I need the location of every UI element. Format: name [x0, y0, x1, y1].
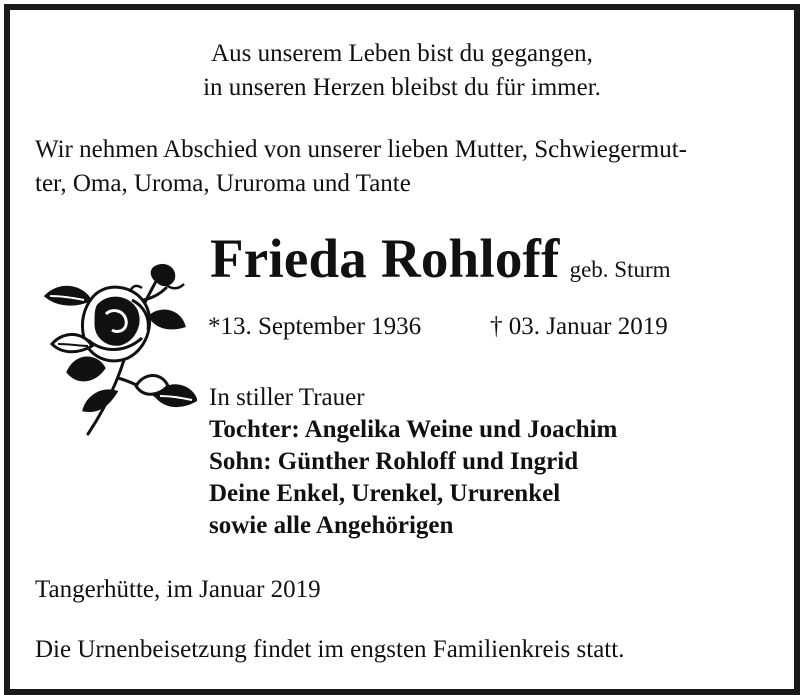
deceased-name-block [210, 226, 671, 303]
obituary-notice [4, 4, 800, 695]
poem-line-2: in unseren Herzen bleibst du für immer. [203, 74, 601, 101]
mourners-heading: In stiller Trauer [209, 384, 365, 411]
death-date: † 03. Januar 2019 [490, 313, 668, 340]
intro-line-1: Wir nehmen Abschied von unserer lieben Mutter, Schwiegermut- [35, 136, 687, 163]
deceased-name: Frieda Rohloff [210, 228, 560, 289]
mourner-line: sowie alle Angehörigen [209, 512, 454, 539]
maiden-name: geb. Sturm [569, 257, 671, 282]
life-dates [208, 310, 668, 344]
rose-icon [32, 260, 197, 440]
mourner-line: Tochter: Angelika Weine und Joachim [209, 416, 618, 443]
birth-date: *13. September 1936 [208, 313, 422, 340]
intro-line-2: ter, Oma, Uroma, Ururoma und Tante [35, 170, 411, 197]
mourner-line: Sohn: Günther Rohloff und Ingrid [209, 448, 579, 475]
poem-line-1: Aus unserem Leben bist du gegangen, [211, 40, 593, 67]
mourner-line: Deine Enkel, Urenkel, Ururenkel [209, 480, 561, 507]
burial-note: Die Urnenbeisetzung findet im engsten Familienkreis statt. [35, 636, 625, 663]
place-date: Tangerhütte, im Januar 2019 [35, 576, 321, 603]
